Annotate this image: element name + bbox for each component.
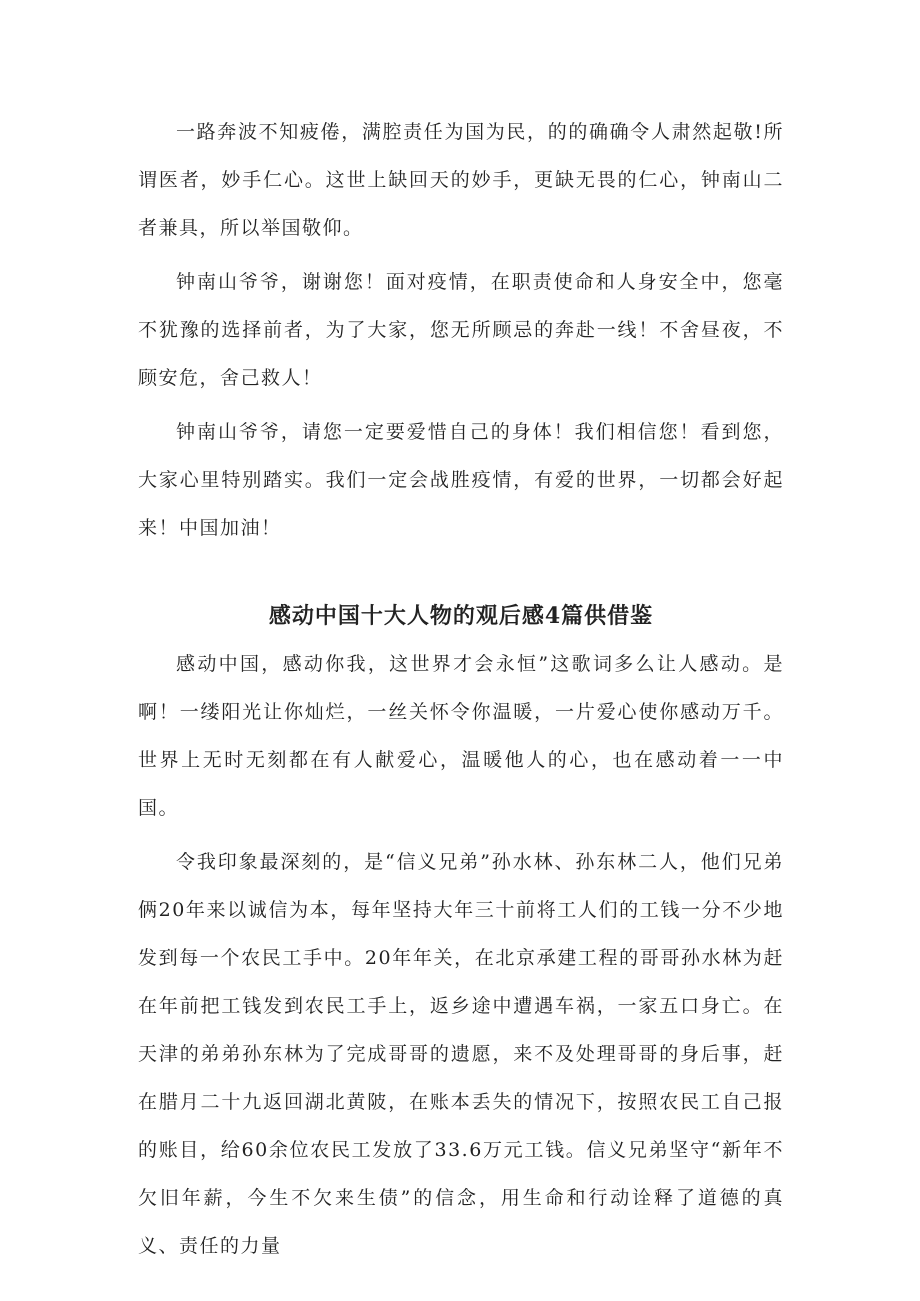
paragraph-1: 一路奔波不知疲倦，满腔责任为国为民，的的确确令人肃然起敬!所谓医者，妙手仁心。这世上缺回天的妙手，更缺无畏的仁心，钟南山二者兼具，所以举国敬仰。 xyxy=(138,121,784,239)
paragraph-3: 钟南山爷爷，请您一定要爱惜自己的身体！我们相信您！看到您，大家心里特别踏实。我们一定会战胜疫情，有爱的世界，一切都会好起来！中国加油！ xyxy=(138,421,784,539)
document-body xyxy=(138,108,784,1270)
paragraph-5: 令我印象最深刻的，是“信义兄弟”孙水林、孙东林二人，他们兄弟俩20年来以诚信为本，每年坚持大年三十前将工人们的工钱一分不少地发到每一个农民工手中。20年年关，在北京承建工程的哥哥孙水林为赶在年前把工钱发到农民工手上，返乡途中遭遇车祸，一家五口身亡。在天津的弟弟孙东林为了完成哥哥的遗愿，来不及处理哥哥的身后事，赶在腊月二十九返回湖北黄陂，在账本丢失的情况下，按照农民工自己报的账目，给60余位农民工发放了33.6万元工钱。信义兄弟坚守“新年不欠旧年薪，今生不欠来生债”的信念，用生命和行动诠释了道德的真义、责任的力量 xyxy=(138,851,784,1257)
paragraph-2: 钟南山爷爷，谢谢您！面对疫情，在职责使命和人身安全中，您毫不犹豫的选择前者，为了大家，您无所顾忌的奔赴一线！不舍昼夜，不顾安危，舍己救人！ xyxy=(138,271,784,389)
paragraph-4: 感动中国，感动你我，这世界才会永恒”这歌词多么让人感动。是啊！一缕阳光让你灿烂，一丝关怀令你温暖，一片爱心使你感动万千。世界上无时无刻都在有人献爱心，温暖他人的心，也在感动着一一中国。 xyxy=(138,653,784,819)
section-heading: 感动中国十大人物的观后感4篇供借鉴 xyxy=(268,603,654,629)
